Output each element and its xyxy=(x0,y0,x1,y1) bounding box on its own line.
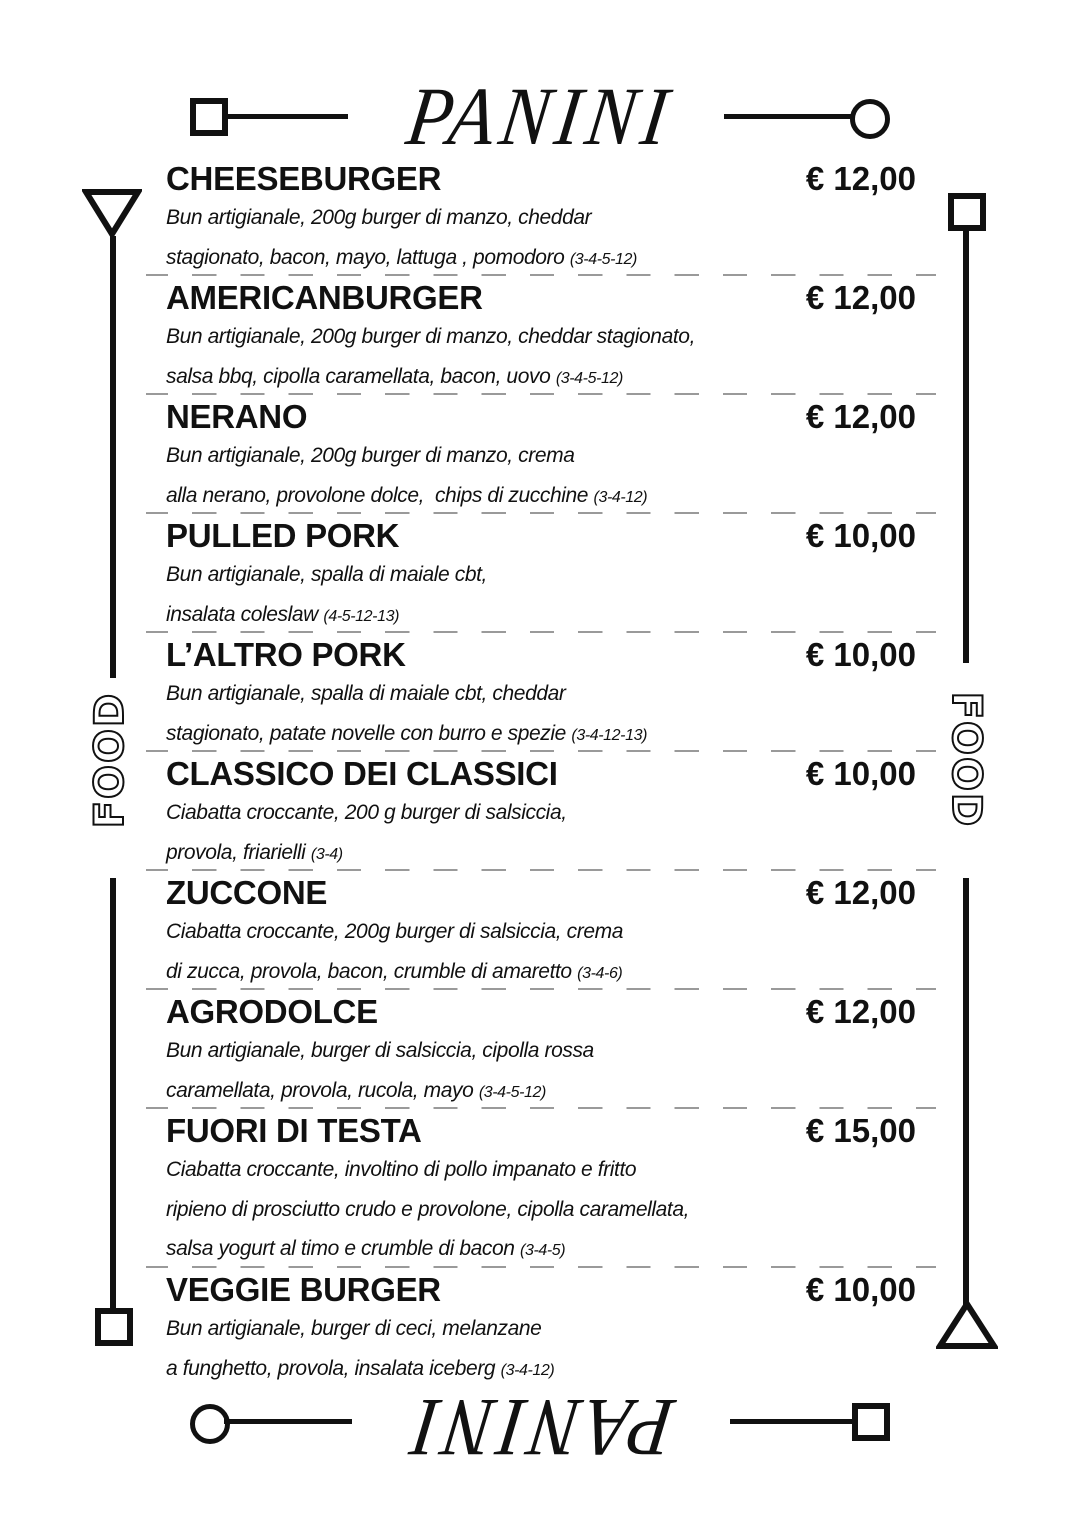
dashed-separator xyxy=(146,393,936,395)
item-description: Bun artigianale, spalla di maiale cbt, insalata coleslaw (4-5-12-13) xyxy=(166,563,487,626)
item-name: AGRODOLCE xyxy=(166,993,378,1030)
allergen-codes: (3-4-12) xyxy=(500,1361,555,1379)
allergen-codes: (3-4) xyxy=(310,845,343,863)
side-label-food-right: FOOD xyxy=(943,691,989,829)
allergen-codes: (3-4-6) xyxy=(577,964,623,982)
allergen-codes: (3-4-5) xyxy=(520,1242,566,1259)
footer-title: PANINI xyxy=(401,1381,680,1473)
dashed-separator xyxy=(146,631,936,633)
side-label-food-left: FOOD xyxy=(87,691,133,829)
allergen-codes: (3-4-12-13) xyxy=(571,726,648,744)
dashed-separator xyxy=(146,1107,936,1109)
circle-ornament-icon xyxy=(850,99,890,139)
dashed-separator xyxy=(146,869,936,871)
dashed-separator xyxy=(146,274,936,276)
item-name: NERANO xyxy=(166,398,308,435)
item-name: AMERICANBURGER xyxy=(166,279,483,316)
footer-line-left xyxy=(224,1419,352,1424)
triangle-up-icon xyxy=(936,1300,998,1350)
right-rail-bottom xyxy=(963,878,969,1308)
item-name: VEGGIE BURGER xyxy=(166,1271,441,1308)
allergen-codes: (4-5-12-13) xyxy=(323,607,400,625)
item-name: CHEESEBURGER xyxy=(166,160,442,197)
item-description: Bun artigianale, burger di salsiccia, cipolla rossa caramellata, provola, rucola, mayo (3-4-5-12) xyxy=(166,1039,594,1102)
item-name: PULLED PORK xyxy=(166,517,400,554)
item-description: Ciabatta croccante, 200 g burger di salsiccia, provola, friarielli (3-4) xyxy=(166,801,567,864)
dashed-separator xyxy=(146,1266,936,1268)
dashed-separator xyxy=(146,988,936,990)
item-price: € 15,00 xyxy=(805,1112,916,1149)
dashed-separator xyxy=(146,512,936,514)
item-price: € 10,00 xyxy=(805,517,916,554)
item-price: € 12,00 xyxy=(805,993,916,1030)
item-price: € 12,00 xyxy=(805,160,916,197)
item-description: Ciabatta croccante, involtino di pollo impanato e fritto ripieno di prosciutto crudo e provolone, cipolla caramellata, salsa yogurt al timo e crumble di bacon (3-4-5) xyxy=(166,1158,690,1260)
circle-ornament-icon xyxy=(190,1404,230,1444)
item-description: Bun artigianale, 200g burger di manzo, crema alla nerano, provolone dolce, chips di zucchine (3-4-12) xyxy=(166,444,648,507)
item-description: Ciabatta croccante, 200g burger di salsiccia, crema di zucca, provola, bacon, crumble di amaretto (3-4-6) xyxy=(166,920,624,983)
item-price: € 10,00 xyxy=(805,755,916,792)
footer-line-right xyxy=(730,1419,852,1424)
allergen-codes: (3-4-5-12) xyxy=(478,1083,546,1101)
triangle-down-icon xyxy=(82,188,142,240)
item-description: Bun artigianale, 200g burger di manzo, cheddar stagionato, salsa bbq, cipolla caramellata, bacon, uovo (3-4-5-12) xyxy=(166,325,696,388)
allergen-codes: (3-4-12) xyxy=(593,488,648,506)
item-price: € 10,00 xyxy=(805,636,916,673)
item-price: € 12,00 xyxy=(805,398,916,435)
header-line-right xyxy=(724,114,852,119)
allergen-codes: (3-4-5-12) xyxy=(555,369,623,387)
item-price: € 10,00 xyxy=(805,1271,916,1308)
item-description: Bun artigianale, 200g burger di manzo, cheddar stagionato, bacon, mayo, lattuga , pomodoro (3-4-5-12) xyxy=(166,206,637,269)
right-rail-top xyxy=(963,231,969,663)
item-price: € 12,00 xyxy=(805,279,916,316)
square-ornament-icon xyxy=(190,98,228,136)
item-price: € 12,00 xyxy=(805,874,916,911)
item-description: Bun artigianale, burger di ceci, melanzane a funghetto, provola, insalata iceberg (3-4-12) xyxy=(166,1317,555,1380)
item-name: FUORI DI TESTA xyxy=(166,1112,422,1149)
allergen-codes: (3-4-5-12) xyxy=(569,250,637,268)
left-rail-bottom xyxy=(110,878,116,1310)
item-name: CLASSICO DEI CLASSICI xyxy=(166,755,558,792)
page-title: PANINI xyxy=(401,71,680,163)
square-ornament-icon xyxy=(948,193,986,231)
item-name: L’ALTRO PORK xyxy=(166,636,406,673)
item-description: Bun artigianale, spalla di maiale cbt, cheddar stagionato, patate novelle con burro e spezie (3-4-12-13) xyxy=(166,682,648,745)
header-line-left xyxy=(228,114,348,119)
item-name: ZUCCONE xyxy=(166,874,328,911)
left-rail-top xyxy=(110,236,116,678)
dashed-separator xyxy=(146,750,936,752)
square-ornament-icon xyxy=(95,1308,133,1346)
square-ornament-icon xyxy=(852,1403,890,1441)
